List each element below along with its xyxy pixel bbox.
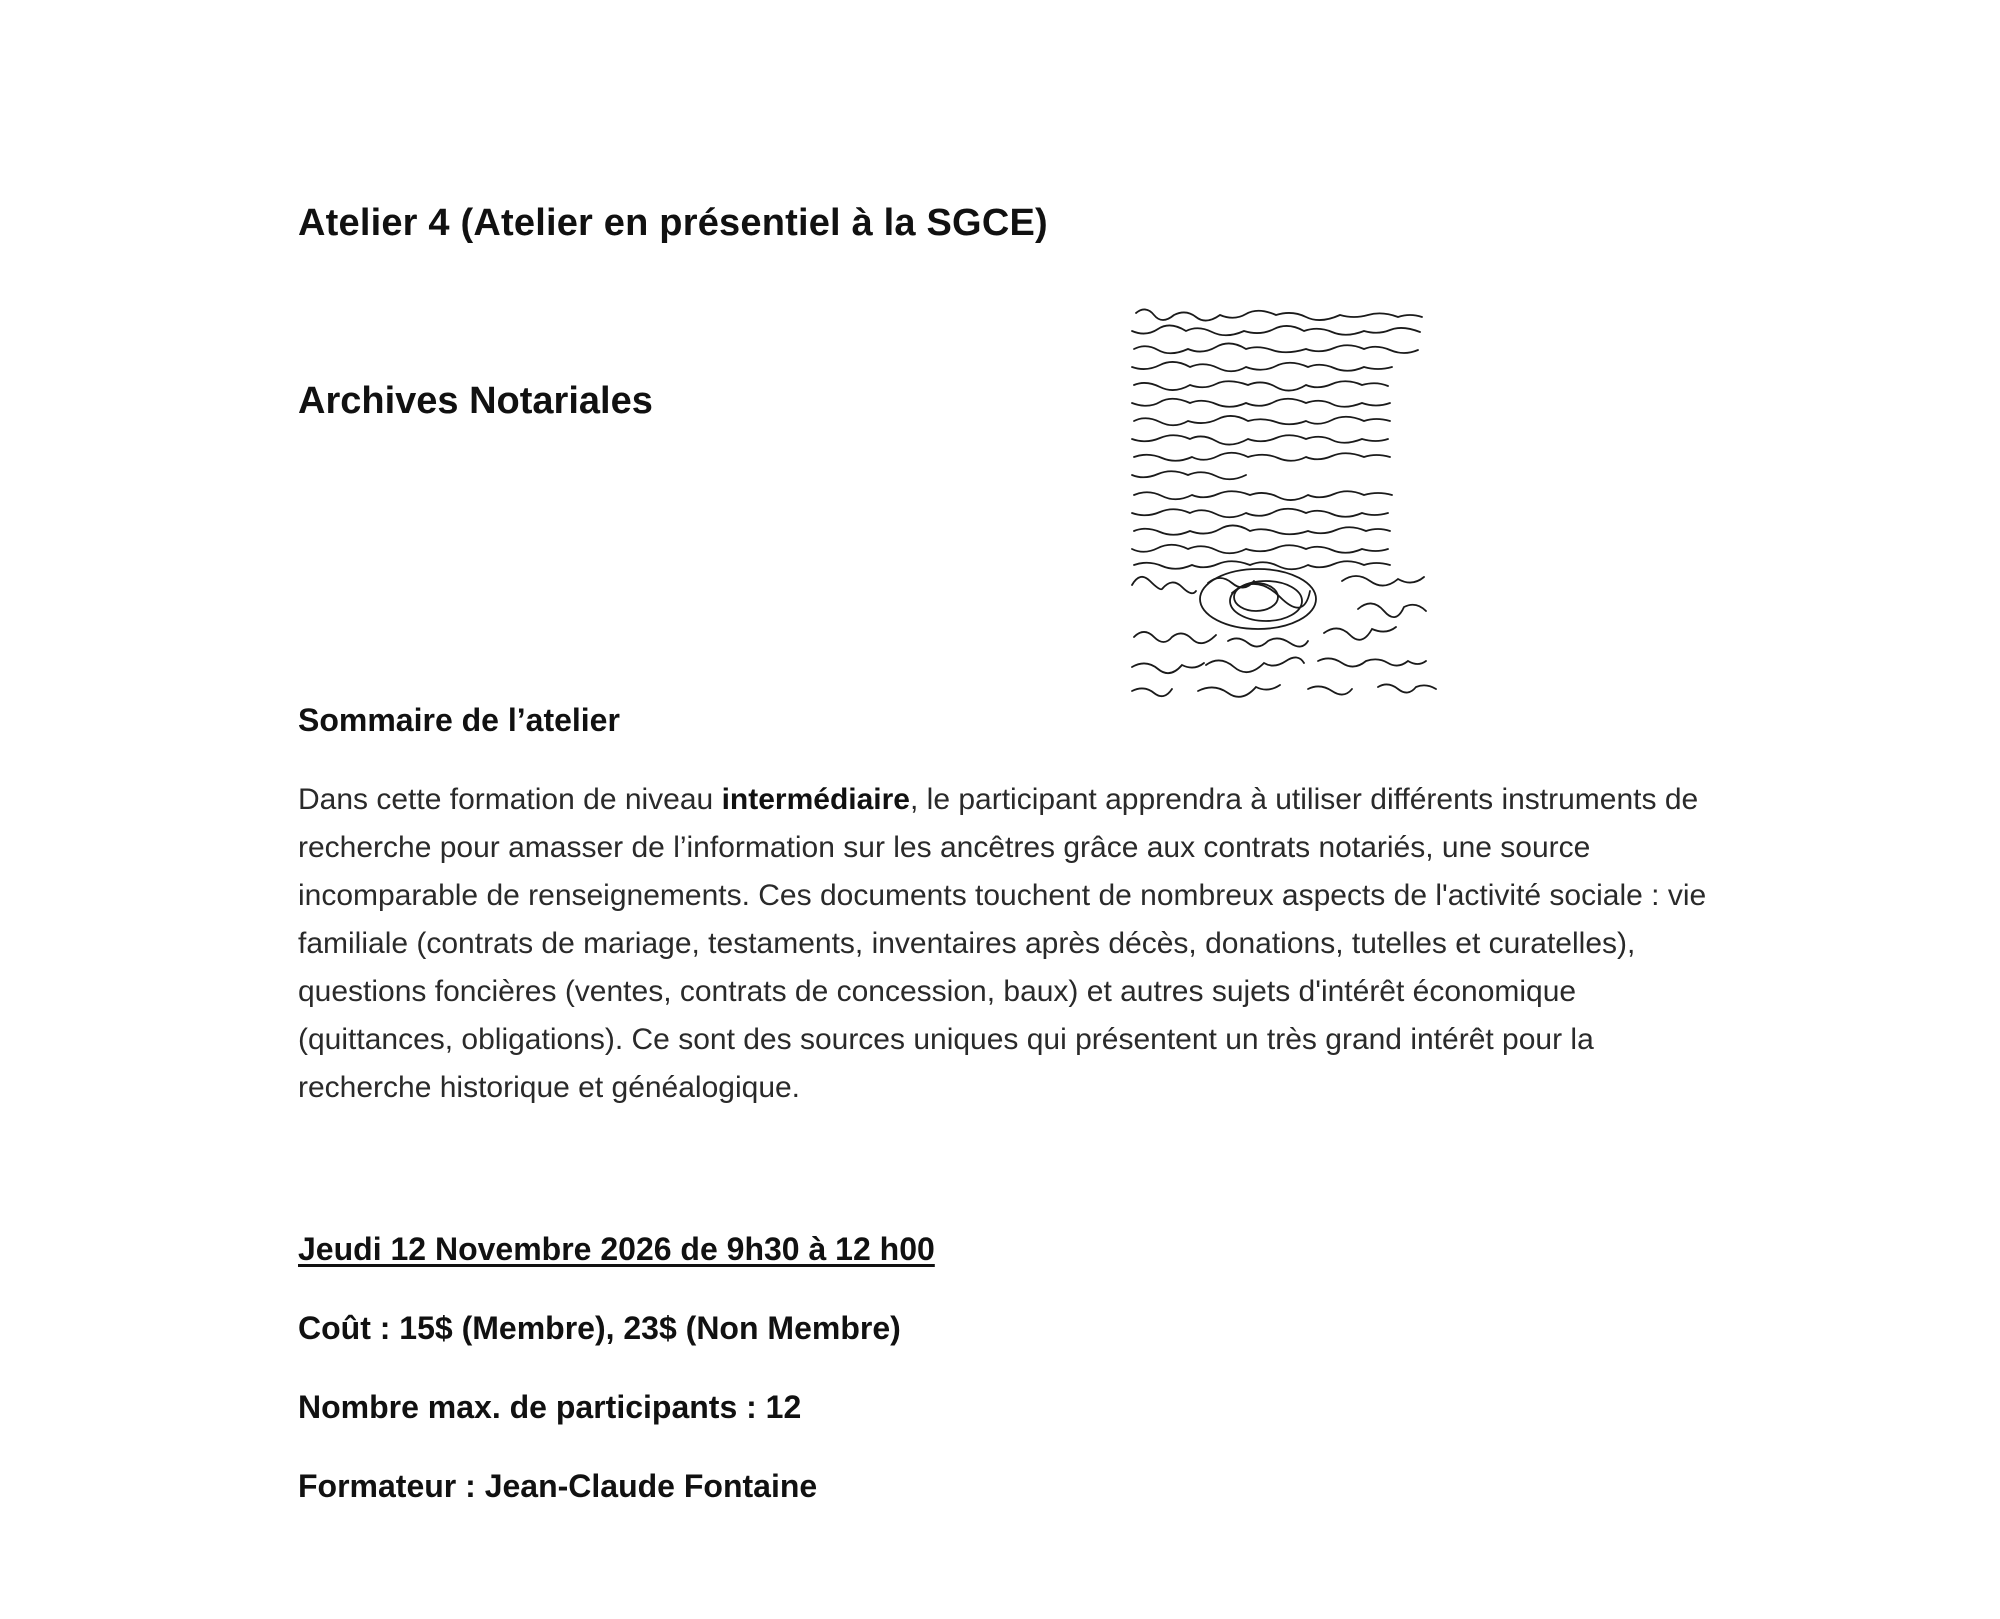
summary-text-start: Dans cette formation de niveau [298,783,722,816]
max-participants: Nombre max. de participants : 12 [298,1389,802,1425]
summary-text-rest: , le participant apprendra à utiliser différents instruments de recherche pour amasser de l’information sur les ancêtres grâce aux contrats notariés, une source incomparable de renseignements. Ces documents touchent de nombreux aspects de l'activité sociale : vie familiale (contrats de mariage, testaments, inventaires après décès, donations, tutelles et curatelles), questions foncières (ventes, contrats de concession, baux) et autres sujets d'intérêt économique (quittances, obligations). Ce sont des sources uniques qui présentent un très grand intérêt pour la recherche historique et généalogique. [298,783,1707,1104]
workshop-cost: Coût : 15$ (Membre), 23$ (Non Membre) [298,1310,901,1346]
workshop-subject: Archives Notariales [298,380,653,422]
notarial-manuscript-image [1128,303,1476,701]
summary-heading: Sommaire de l’atelier [298,702,620,738]
workshop-date: Jeudi 12 Novembre 2026 de 9h30 à 12 h00 [298,1231,935,1267]
page-title: Atelier 4 (Atelier en présentiel à la SGCE) [298,202,1048,244]
summary-paragraph [298,776,1718,1112]
summary-level-emphasis: intermédiaire [721,783,910,816]
trainer: Formateur : Jean-Claude Fontaine [298,1468,818,1504]
